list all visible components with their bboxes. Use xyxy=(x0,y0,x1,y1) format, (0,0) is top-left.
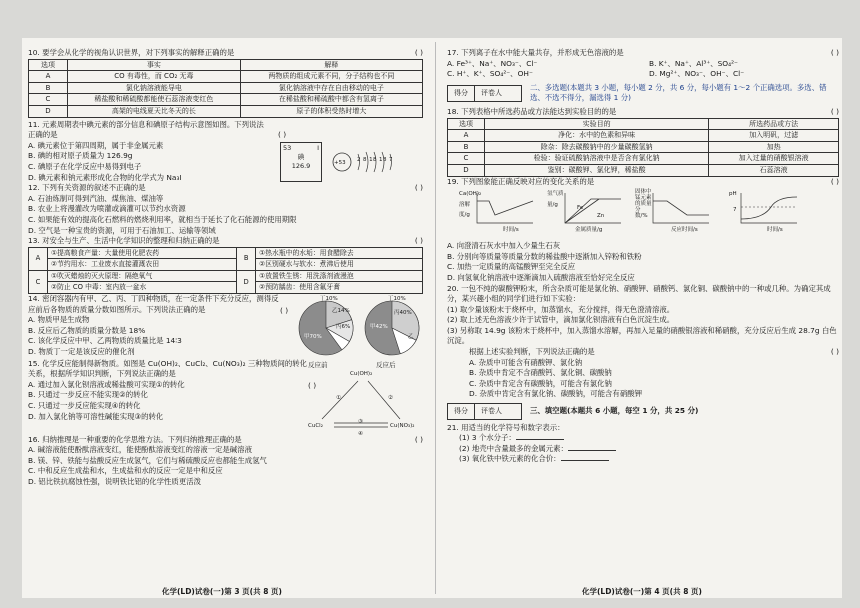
q10-cell: 两物质的组成元素不同，分子结构也不同 xyxy=(240,71,422,83)
q17-option-c: C. H⁺、K⁺、SO₄²⁻、OH⁻ xyxy=(447,69,533,79)
element-symbol: I xyxy=(317,143,319,152)
q13-answer-slot[interactable]: ( ) xyxy=(414,236,423,246)
q18-header: 所选药品或方法 xyxy=(709,118,839,130)
q11-answer-slot[interactable]: ( ) xyxy=(278,129,287,139)
q20-answer-slot[interactable]: ( ) xyxy=(830,347,839,357)
q20-stem: 20. 一包不纯的碳酸钾粉末，所含杂质可能是氯化钠、硝酸钾、硝酸钙、氯化铜、碳酸钠中的一种或几种。为确定其成分，某兴趣小组的同学们进行如下实验： xyxy=(447,283,831,304)
q17-stem: 17. 下列离子在水中能大量共存，并形成无色溶液的是 xyxy=(447,48,624,57)
q14-stem: 14. 密闭容器内有甲、乙、丙、丁四种物质，在一定条件下充分反应，测得反应前后各物质的质量分数如图所示。下列说法正确的是 xyxy=(28,294,279,314)
q11-option-c: C. 碘原子在化学反应中易得到电子 xyxy=(28,161,142,171)
score-label: 得分 xyxy=(448,86,475,101)
q18-cell: 加入过量的硝酸银溶液 xyxy=(709,153,839,165)
arrow-1-label: ① xyxy=(336,394,341,401)
table-row xyxy=(29,282,423,294)
q20-option-c: C. 杂质中肯定含有碳酸钠，可能含有氯化钠 xyxy=(469,378,612,388)
grader-label: 评卷人 xyxy=(481,407,502,416)
q10-cell: CO 有毒性，而 CO₂ 无毒 xyxy=(68,71,241,83)
question-12 xyxy=(28,183,423,236)
q21-sub-1: (1) 3 个水分子： xyxy=(459,433,516,443)
q20-step-2: (2) 取上述无色溶液少许于试管中，滴加氯化钡溶液有白色沉淀生成。 xyxy=(447,315,675,325)
graph-b-zn-label: Zn xyxy=(597,213,605,220)
q13-cell: ②区别硬水与软水：煮沸后使用 xyxy=(256,259,423,271)
node-cuno32: Cu(NO₃)₂ xyxy=(390,422,415,429)
q21-blank-2[interactable] xyxy=(568,450,616,451)
q18-cell: 除杂：除去碳酸钠中的少量碳酸氢钠 xyxy=(485,141,709,153)
q15-option-c: C. 只通过一步反应能实现④的转化 xyxy=(28,401,141,410)
graph-d-xlabel: 时间/s xyxy=(767,227,783,234)
q18-cell: 加入明矾，过滤 xyxy=(709,130,839,142)
q19-option-b: B. 分别向等质量等质量分数的稀盐酸中逐渐加入锌粉和铁粉 xyxy=(447,251,642,261)
q18-cell: 石蕊溶液 xyxy=(709,164,839,176)
q20-step-3: (3) 另称取 14.9g 该粉末于烧杯中，加入蒸馏水溶解，再加入足量的硝酸银溶液和稀硝酸，充分反应后生成 28.7g 白色沉淀。 xyxy=(447,325,837,346)
node-cucl2: CuCl₂ xyxy=(308,422,323,429)
q21-sub-2: (2) 地壳中含量最多的金属元素： xyxy=(459,443,568,453)
q10-cell: 氯化钠溶液中存在自由移动的电子 xyxy=(240,82,422,94)
q10-cell: D xyxy=(29,105,68,117)
q10-cell: 原子的体积受热时增大 xyxy=(240,105,422,117)
q12-option-a: A. 石油炼制可得到汽油、煤焦油、煤油等 xyxy=(28,193,164,203)
graph-b-ylabel: 氢气质量/g xyxy=(547,191,564,208)
q21-stem: 21. 用适当的化学符号和数字表示： xyxy=(447,422,565,432)
q17-answer-slot[interactable]: ( ) xyxy=(830,48,839,57)
graph-a-xlabel: 时间/s xyxy=(503,227,519,234)
score-label: 得分 xyxy=(448,404,475,419)
electron-shells: 2 8 18 18 7 xyxy=(357,156,393,163)
table-row xyxy=(29,259,423,271)
q16-option-c: C. 中和反应生成盐和水，生成盐和水的反应一定是中和反应 xyxy=(28,466,223,476)
q10-cell: A xyxy=(29,71,68,83)
q18-cell: B xyxy=(448,141,485,153)
q21-sub-3: (3) 氧化铁中铁元素的化合价： xyxy=(459,454,561,464)
table-row xyxy=(29,247,423,259)
q17-option-b: B. K⁺、Na⁺、Al³⁺、SO₄²⁻ xyxy=(649,58,738,68)
atomic-mass: 126.9 xyxy=(291,161,311,170)
table-row xyxy=(29,105,423,117)
arrow-2-label: ② xyxy=(388,394,393,401)
q13-cell: ①吹灭蜡烛的灭火原理：隔绝氧气 xyxy=(48,270,237,282)
q18-answer-slot[interactable]: ( ) xyxy=(830,106,839,116)
table-row xyxy=(29,71,423,83)
q15-answer-slot[interactable]: ( ) xyxy=(308,380,317,390)
q10-cell: 在稀盐酸和稀硫酸中都含有氢离子 xyxy=(240,94,422,106)
q13-table xyxy=(28,247,423,294)
q13-label: B xyxy=(237,247,256,270)
table-row xyxy=(29,94,423,106)
q13-cell: ②节约用水：工业废水直接灌溉农田 xyxy=(48,259,237,271)
arrow-4-label: ④ xyxy=(358,430,363,437)
q17-option-a: A. Fe³⁺、Na⁺、NO₃⁻、Cl⁻ xyxy=(447,58,538,68)
pie-before-seg-label: 丁10% xyxy=(320,296,338,303)
question-20 xyxy=(447,284,839,401)
q16-option-d: D. 铝比铁抗腐蚀性强，说明铁比铝的化学性质更活泼 xyxy=(28,477,201,486)
question-18 xyxy=(447,107,839,177)
exam-sheet xyxy=(22,38,842,598)
pie-before-seg-label: 丙6% xyxy=(336,324,351,331)
q13-stem: 13. 对安全与生产、生活中化学知识的整理和归纳正确的是 xyxy=(28,236,220,246)
q19-option-a: A. 向澄清石灰水中加入少量生石灰 xyxy=(447,241,561,251)
question-21 xyxy=(447,423,839,465)
q11-option-b: B. 碘的相对原子质量为 126.9g xyxy=(28,151,133,161)
q13-cell: ①热水瓶中的水垢：用食醋除去 xyxy=(256,247,423,259)
table-row xyxy=(448,130,839,142)
page-4-column xyxy=(447,48,839,465)
graph-a-ylabel: Ca(OH)₂溶解度/g xyxy=(459,191,482,219)
question-13 xyxy=(28,236,423,294)
iodine-element-cell xyxy=(280,142,322,182)
q14-option-a: A. 物质甲是生成物 xyxy=(28,315,90,325)
q16-option-a: A. 碱溶液能使酚酞溶液变红，能使酚酞溶液变红的溶液一定是碱溶液 xyxy=(28,445,252,455)
q17-option-d: D. Mg²⁺、NO₃⁻、OH⁻、Cl⁻ xyxy=(649,69,745,79)
q16-stem: 16. 归纳推理是一种重要的化学思维方法。下列归纳推理正确的是 xyxy=(28,434,242,444)
q13-cell: ②防止 CO 中毒：室内放一盆水 xyxy=(48,282,237,294)
q18-cell: C xyxy=(448,153,485,165)
q18-cell: D xyxy=(448,164,485,176)
q15-stem: 15. 化学反应能制得新物质。如图是 Cu(OH)₂、CuCl₂、Cu(NO₃)₂ 三种物质间的转化关系，根据所学知识判断，下列说法正确的是 xyxy=(28,358,308,379)
q18-cell: 鉴别：碳酸钾、氯化钾，稀盐酸 xyxy=(485,164,709,176)
q20-option-a: A. 杂质中可能含有硝酸钾、氯化钠 xyxy=(469,357,583,367)
pie-after-seg-label: 甲42% xyxy=(370,324,388,331)
section-2-title: 二、多选题(本题共 3 小题，每小题 2 分，共 6 分，每小题有 1～2 个正确选项。多选、错选、不选不得分，漏选得 1 分) xyxy=(530,82,827,103)
score-box xyxy=(447,403,522,420)
q20-option-b: B. 杂质中肯定不含硝酸钙、氯化铜、碳酸钠 xyxy=(469,368,612,378)
q18-cell: 加热 xyxy=(709,141,839,153)
grader-label: 评卷人 xyxy=(481,89,502,98)
pie-before-seg-label: 乙14% xyxy=(332,308,350,315)
section-3-title: 三、填空题(本题共 6 小题，每空 1 分，共 25 分) xyxy=(530,406,699,416)
pie-after-seg-label: 乙 xyxy=(408,334,414,341)
q13-cell: ②预防龋齿：使用含氟牙膏 xyxy=(256,282,423,294)
q10-answer-slot[interactable]: ( ) xyxy=(414,48,423,57)
q15-option-a: A. 通过加入氯化钡溶液或稀盐酸可实现①的转化 xyxy=(28,379,185,389)
q10-cell: 稀盐酸和稀硫酸都能使石蕊溶液变红色 xyxy=(68,94,241,106)
element-name: 碘 xyxy=(297,152,305,161)
table-row xyxy=(448,164,839,176)
pie-after-label: 反应后 xyxy=(376,361,396,370)
q10-table xyxy=(28,59,423,118)
q13-cell: ①放置铁生锈：用洗涤剂液漫泡 xyxy=(256,270,423,282)
graph-d-ph7-label: 7 xyxy=(733,207,737,214)
q12-option-b: B. 农业上将漫灌改为喷灌或滴灌可以节约水资源 xyxy=(28,204,186,214)
q11-option-a: A. 碘元素位于第四周期，属于非金属元素 xyxy=(28,140,164,150)
q13-label: D xyxy=(237,270,256,293)
q14-option-c: C. 该化学反应中甲、乙两物质的质量比是 14∶3 xyxy=(28,336,182,346)
q12-answer-slot[interactable]: ( ) xyxy=(414,183,423,193)
q10-cell: 氯化钠溶液能导电 xyxy=(68,82,241,94)
q14-option-d: D. 物质丁一定是该反应的催化剂 xyxy=(28,347,135,357)
q19-graphs xyxy=(447,189,839,239)
q11-stem: 11. 元素周期表中碘元素的部分信息和碘原子结构示意图如图。下列说法正确的是 xyxy=(28,119,264,140)
q10-header: 解释 xyxy=(240,59,422,71)
q18-cell: A xyxy=(448,130,485,142)
question-11 xyxy=(28,120,423,184)
q13-label: C xyxy=(29,270,48,293)
q13-cell: ①提高粮食产量：大量使用化肥农药 xyxy=(48,247,237,259)
q19-answer-slot[interactable]: ( ) xyxy=(830,176,839,186)
pie-before-seg-label: 甲70% xyxy=(304,334,322,341)
section-2-header xyxy=(447,83,839,104)
q19-stem: 19. 下列图象能正确反映对应的变化关系的是 xyxy=(447,176,595,186)
pie-before-label: 反应前 xyxy=(308,361,328,370)
q15-option-b: B. 只通过一步反应不能实现②的转化 xyxy=(28,390,148,400)
q20-ask: 根据上述实验判断，下列说法正确的是 xyxy=(469,347,595,357)
q10-header: 选项 xyxy=(29,59,68,71)
q10-cell: 高架的电线夏天比冬天的长 xyxy=(68,105,241,117)
q18-cell: 检验：验证硫酸钠溶液中是否含有氯化钠 xyxy=(485,153,709,165)
table-row xyxy=(448,153,839,165)
graph-c-ylabel: 固体中锰元素的质量分数/% xyxy=(635,189,652,220)
page-divider xyxy=(435,42,436,594)
q10-stem: 10. 要学会从化学的视角认识世界，对下列事实的解释正确的是 xyxy=(28,48,235,57)
table-row xyxy=(29,82,423,94)
q12-stem: 12. 下列有关资源的叙述不正确的是 xyxy=(28,183,146,193)
q20-step-1: (1) 取少量该粉末于烧杯中，加蒸馏水，充分搅拌，得无色澄清溶液。 xyxy=(447,304,675,314)
q16-option-b: B. 镁、锌、铁能与盐酸反应生成氢气，它们与稀硫酸反应也都能生成氢气 xyxy=(28,455,267,465)
q18-cell: 净化：水中的色素和异味 xyxy=(485,130,709,142)
score-box xyxy=(447,85,522,102)
table-row xyxy=(448,141,839,153)
q14-answer-slot[interactable]: ( ) xyxy=(280,306,289,316)
q20-option-d: D. 杂质中肯定含有氯化钠、碳酸钠，可能含有硝酸钾 xyxy=(469,389,642,399)
arrow-3-label: ③ xyxy=(358,418,363,425)
q16-answer-slot[interactable]: ( ) xyxy=(414,434,423,444)
q12-option-d: D. 空气是一种宝贵的资源，可用于石油加工、运输等领域 xyxy=(28,225,216,235)
q21-blank-1[interactable] xyxy=(516,439,564,440)
section-3-header xyxy=(447,403,839,420)
pie-after-seg-label: 丁10% xyxy=(388,296,406,303)
graph-b-xlabel: 金属质量/g xyxy=(575,227,603,234)
question-15 xyxy=(28,359,423,435)
table-row xyxy=(29,270,423,282)
q18-stem: 18. 下列表格中所选药品或方法能达到实验目的的是 xyxy=(447,106,617,116)
page-3-column xyxy=(28,48,423,488)
question-16 xyxy=(28,435,423,488)
q10-header: 事实 xyxy=(68,59,241,71)
q18-header: 实验目的 xyxy=(485,118,709,130)
q19-option-d: D. 向氢氧化钠溶液中逐渐滴加入硫酸溶液至恰好完全反应 xyxy=(447,272,635,282)
q18-header: 选项 xyxy=(448,118,485,130)
graph-c-xlabel: 反应时间/s xyxy=(671,227,698,234)
q21-blank-3[interactable] xyxy=(561,460,609,461)
q19-option-c: C. 加热一定质量的高锰酸钾至完全反应 xyxy=(447,262,576,272)
q12-option-c: C. 如果能有效的提高化石燃料的燃烧利用率，就相当于延长了化石能源的使用期限 xyxy=(28,214,297,224)
page-3-footer: 化学(LD)试卷(一)第 3 页(共 8 页) xyxy=(162,587,282,596)
q18-table xyxy=(447,118,839,177)
graph-b-fe-label: Fe xyxy=(577,205,584,212)
q11-option-d: D. 碘元素和钠元素形成化合物的化学式为 Na₃I xyxy=(28,172,182,182)
q14-option-b: B. 反应后乙物质的质量分数是 18% xyxy=(28,325,146,335)
q10-cell: B xyxy=(29,82,68,94)
page-4-footer: 化学(LD)试卷(一)第 4 页(共 8 页) xyxy=(582,587,702,596)
q15-option-d: D. 加入氯化钠等可溶性碱能实现③的转化 xyxy=(28,411,164,421)
graph-d-ylabel: pH xyxy=(729,191,737,198)
question-19 xyxy=(447,177,839,284)
node-cuoh2: Cu(OH)₂ xyxy=(350,370,373,377)
question-10 xyxy=(28,48,423,118)
q10-cell: C xyxy=(29,94,68,106)
q13-label: A xyxy=(29,247,48,270)
pie-after-seg-label: 丙40% xyxy=(394,310,412,317)
question-17 xyxy=(447,48,839,80)
nucleus-charge: +53 xyxy=(334,159,346,166)
atomic-number: 53 xyxy=(283,143,292,152)
